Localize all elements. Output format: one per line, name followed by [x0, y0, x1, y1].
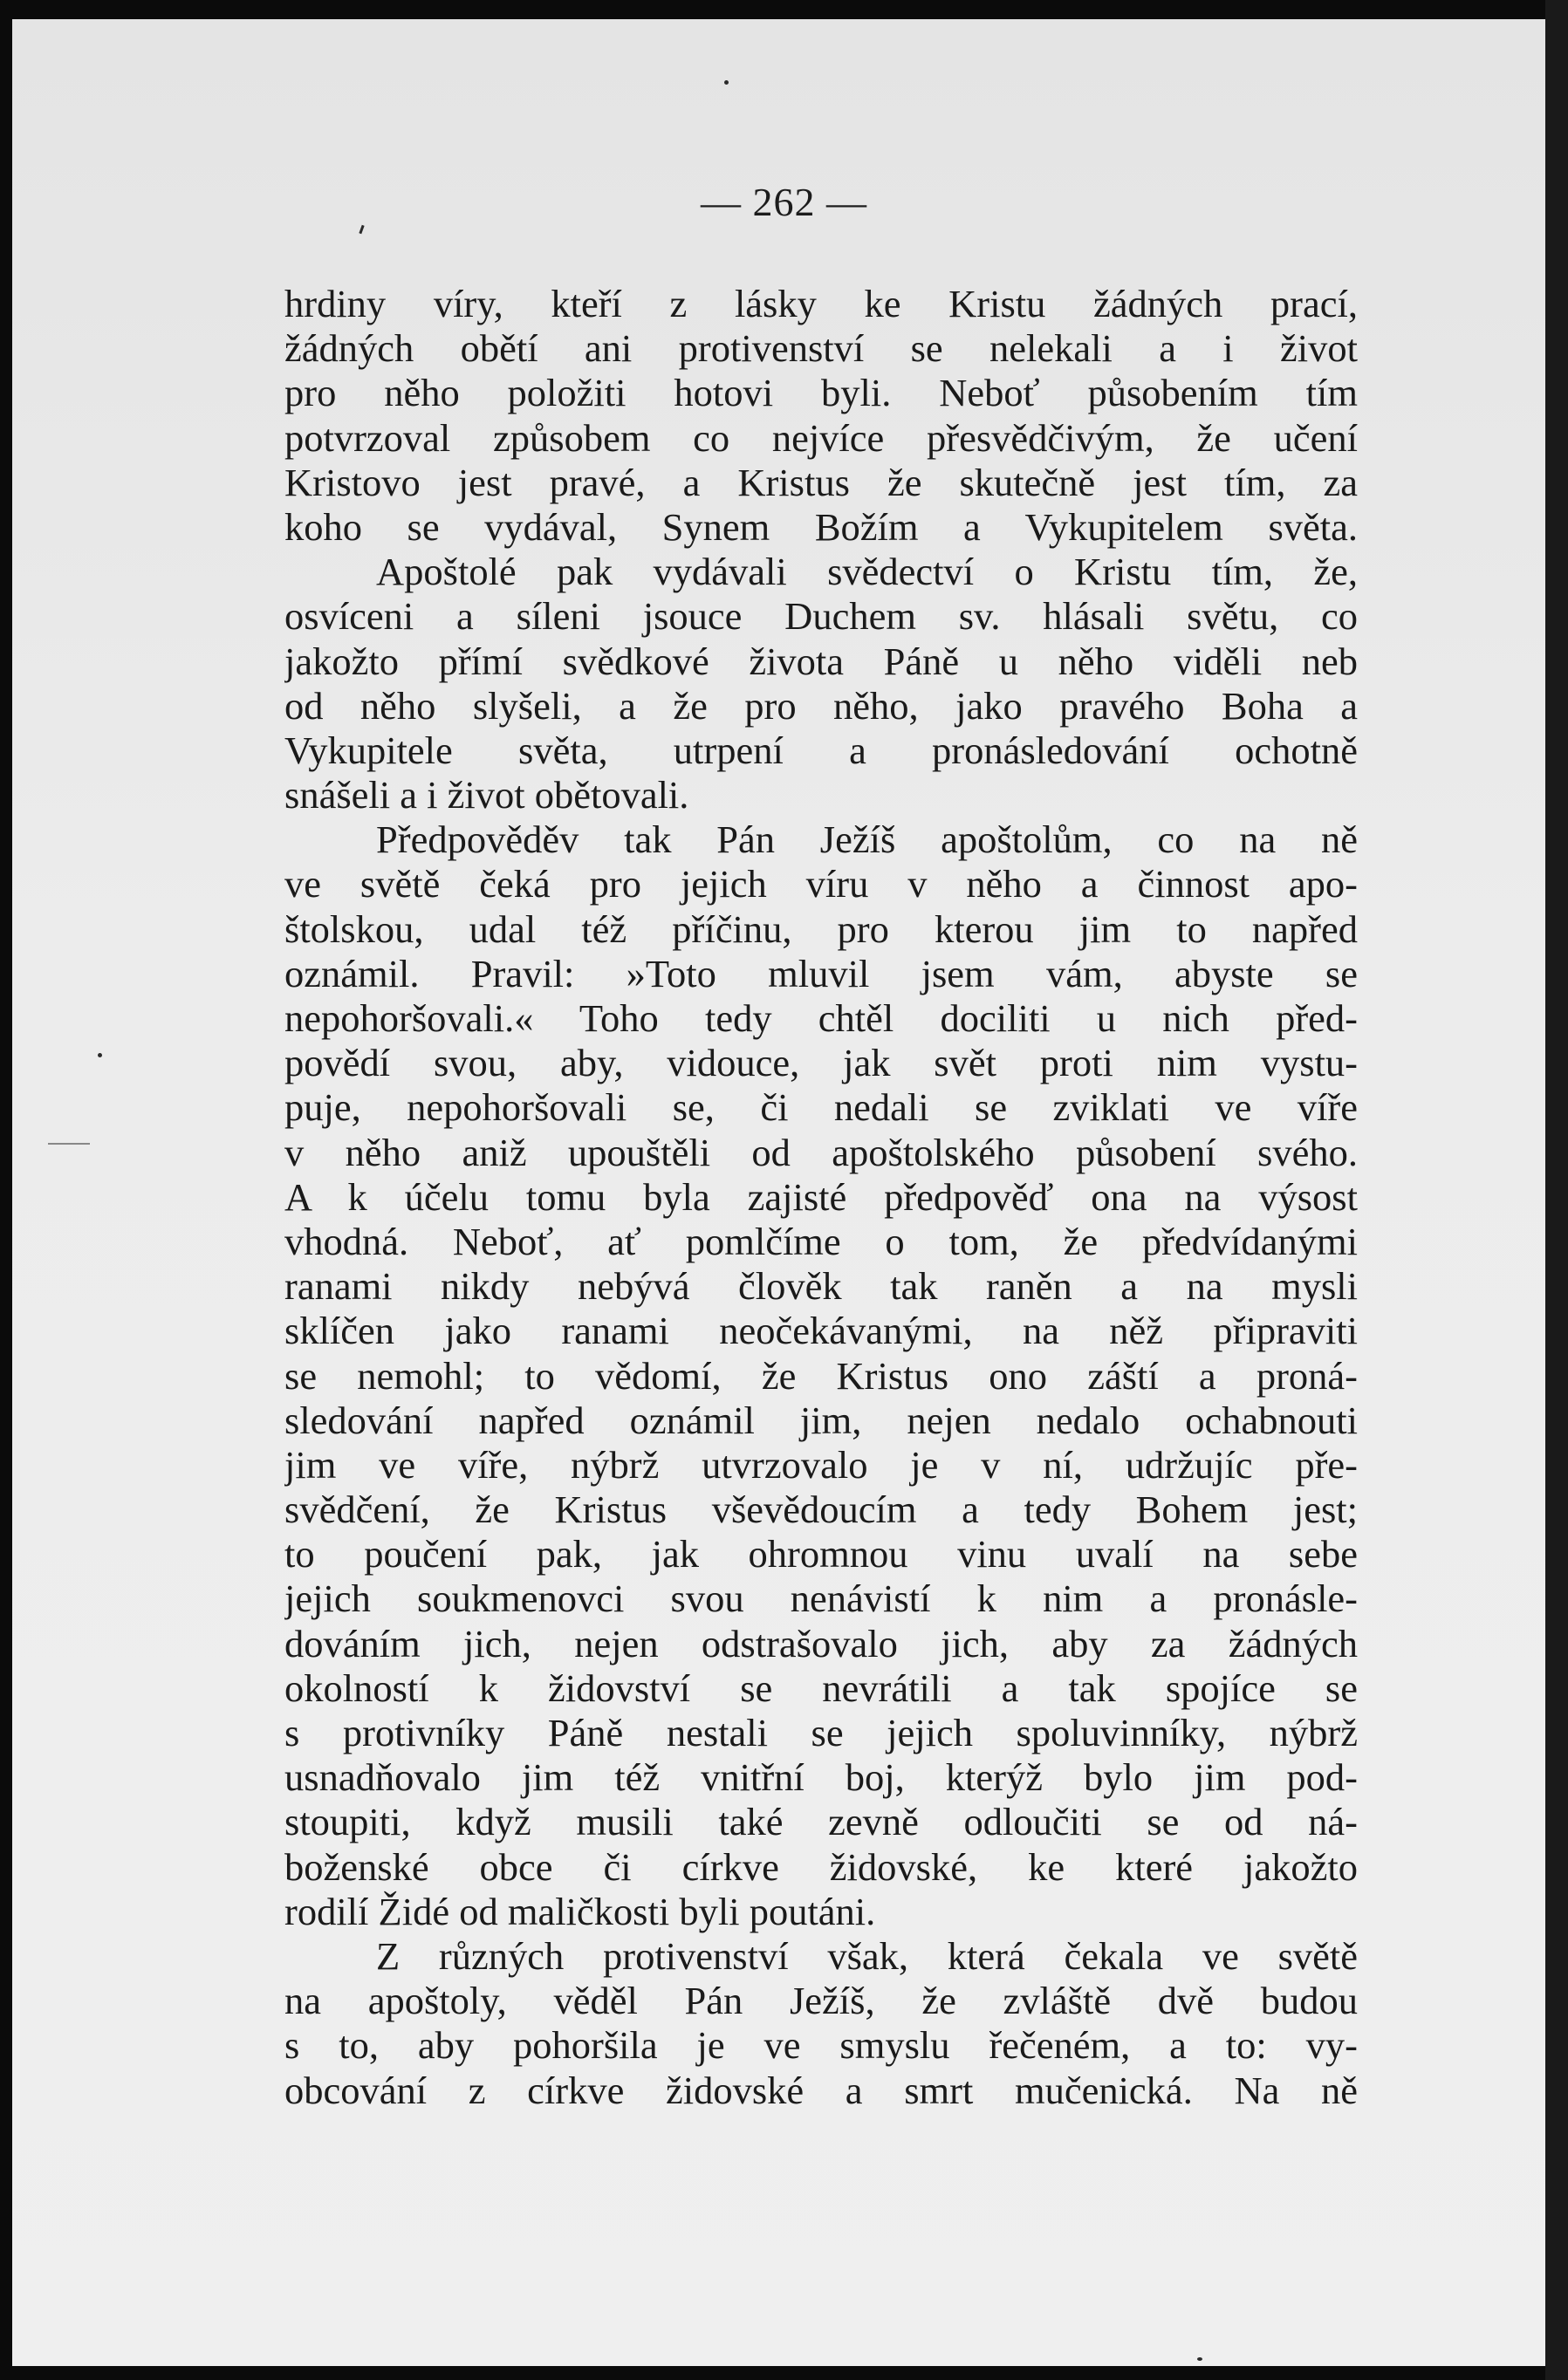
text-line: ve světě čeká pro jejich víru v něho a činnost apo- — [284, 862, 1358, 906]
page-number: — 262 — — [701, 180, 867, 224]
text-line: Vykupitele světa, utrpení a pronásledování ochotně — [284, 728, 1358, 772]
text-line: koho se vydával, Synem Božím a Vykupitelem světa. — [284, 504, 1358, 549]
scan-speck — [48, 1143, 90, 1145]
text-line: svědčení, že Kristus vševědoucím a tedy Bohem jest; — [284, 1488, 1358, 1532]
body-text — [284, 282, 1358, 2113]
text-line: Kristovo jest pravé, a Kristus že skutečně jest tím, za — [284, 460, 1358, 504]
paragraph — [284, 817, 1358, 1934]
text-line: hrdiny víry, kteří z lásky ke Kristu žádných prací, — [284, 282, 1358, 325]
text-line: sledování napřed oznámil jim, nejen nedalo ochabnouti — [284, 1398, 1358, 1442]
text-line: Z různých protivenství však, která čekala ve světě — [376, 1933, 1358, 1978]
paragraph — [284, 550, 1358, 817]
scan-speck — [1197, 2357, 1202, 2361]
text-line: usnadňovalo jim též vnitřní boj, kterýž bylo jim pod- — [284, 1755, 1358, 1800]
text-line: v něho aniž upouštěli od apoštolského působení svého. — [284, 1130, 1358, 1174]
text-line: nepohoršovali.« Toho tedy chtěl dociliti u nich před- — [284, 996, 1358, 1040]
text-line: oznámil. Pravil: »Toto mluvil jsem vám, abyste se — [284, 951, 1358, 995]
text-line: puje, nepohoršovali se, či nedali se zviklati ve víře — [284, 1085, 1358, 1130]
text-line: vhodná. Neboť, ať pomlčíme o tom, že předvídanými — [284, 1219, 1358, 1263]
text-line: pro něho položiti hotovi byli. Neboť působením tím — [284, 371, 1358, 415]
text-line: dováním jich, nejen odstrašovalo jich, aby za žádných — [284, 1621, 1358, 1665]
text-line: to poučení pak, jak ohromnou vinu uvalí na sebe — [284, 1532, 1358, 1576]
text-line: ranami nikdy nebývá člověk tak raněn a na mysli — [284, 1264, 1358, 1309]
paragraph — [284, 1934, 1358, 2113]
scan-speck — [724, 80, 729, 85]
scan-speck — [98, 1053, 102, 1057]
text-line: obcování z církve židovské a smrt mučenická. Na ně — [284, 2068, 1358, 2112]
paragraph — [284, 282, 1358, 550]
text-line: žádných obětí ani protivenství se nelekali a i život — [284, 326, 1358, 371]
text-line: jim ve víře, nýbrž utvrzovalo je v ní, udržujíc pře- — [284, 1442, 1358, 1487]
text-line: s to, aby pohoršila je ve smyslu řečeném, a to: vy- — [284, 2023, 1358, 2068]
text-line: jakožto přímí svědkové života Páně u něho viděli neb — [284, 639, 1358, 683]
text-line: potvrzoval způsobem co nejvíce přesvědčivým, že učení — [284, 415, 1358, 460]
text-line: štolskou, udal též příčinu, pro kterou jim to napřed — [284, 906, 1358, 951]
text-line: osvíceni a síleni jsouce Duchem sv. hlásali světu, co — [284, 594, 1358, 639]
text-line: jejich soukmenovci svou nenávistí k nim a pronásle- — [284, 1576, 1358, 1621]
text-line: se nemohl; to vědomí, že Kristus ono záští a proná- — [284, 1353, 1358, 1398]
text-line: boženské obce či církve židovské, ke které jakožto — [284, 1844, 1358, 1889]
text-line: povědí svou, aby, vidouce, jak svět proti nim vystu- — [284, 1041, 1358, 1085]
text-line: rodilí Židé od maličkosti byli poutáni. — [284, 1889, 876, 1933]
text-line: snášeli a i život obětovali. — [284, 773, 689, 817]
text-line: Předpověděv tak Pán Ježíš apoštolům, co na ně — [376, 817, 1358, 862]
text-line: s protivníky Páně nestali se jejich spoluvinníky, nýbrž — [284, 1711, 1358, 1754]
text-line: okolností k židovství se nevrátili a tak spojíce se — [284, 1665, 1358, 1710]
text-line: A k účelu tomu byla zajisté předpověď ona na výsost — [284, 1174, 1358, 1219]
text-line: od něho slyšeli, a že pro něho, jako pravého Boha a — [284, 683, 1358, 728]
page-edge-shadow — [1545, 0, 1568, 2380]
text-line: stoupiti, když musili také zevně odloučiti se od ná- — [284, 1800, 1358, 1844]
text-line: Apoštolé pak vydávali svědectví o Kristu tím, že, — [376, 550, 1358, 594]
text-line: na apoštoly, věděl Pán Ježíš, že zvláště dvě budou — [284, 1979, 1358, 2023]
text-line: sklíčen jako ranami neočekávanými, na něž připraviti — [284, 1309, 1358, 1353]
